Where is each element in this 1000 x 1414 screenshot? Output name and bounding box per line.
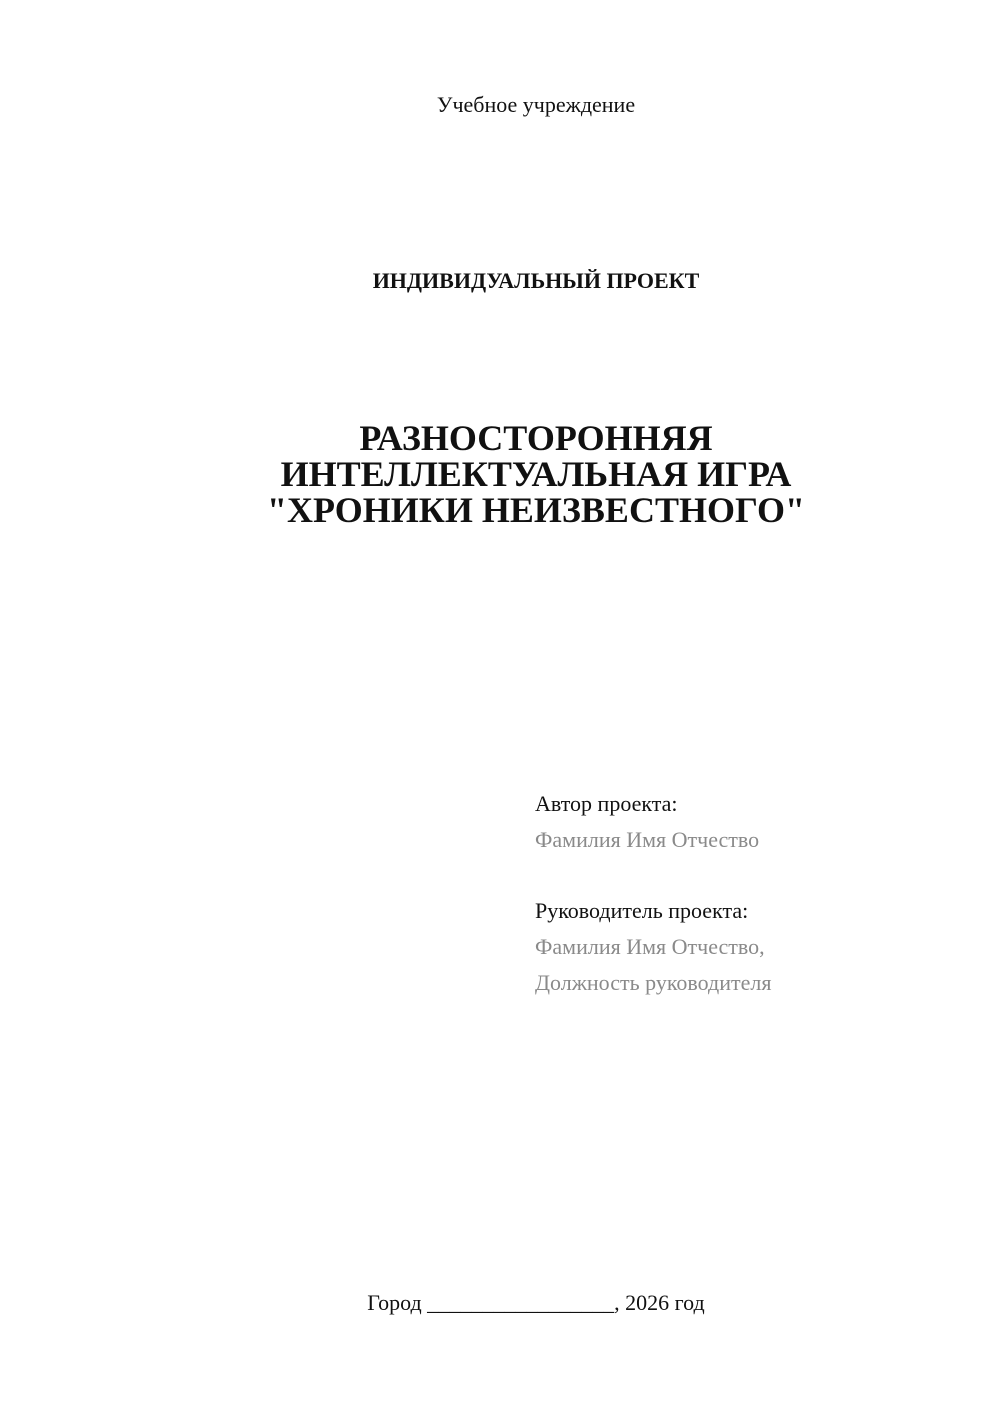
author-label: Автор проекта: — [535, 791, 678, 816]
project-title-line-3: "ХРОНИКИ НЕИЗВЕСТНОГО" — [267, 490, 805, 530]
author-block — [535, 786, 759, 858]
supervisor-name: Фамилия Имя Отчество, — [535, 934, 765, 959]
author-name: Фамилия Имя Отчество — [535, 827, 760, 852]
supervisor-label: Руководитель проекта: — [535, 898, 749, 923]
institution-name: Учебное учреждение — [436, 92, 636, 117]
document-type-heading: ИНДИВИДУАЛЬНЫЙ ПРОЕКТ — [372, 268, 700, 293]
project-title-line-2: ИНТЕЛЛЕКТУАЛЬНАЯ ИГРА — [280, 454, 792, 494]
city-year-line: Город _________________, 2026 год — [367, 1290, 705, 1315]
supervisor-position: Должность руководителя — [535, 970, 772, 995]
project-title — [0, 420, 1000, 528]
project-title-line-1: РАЗНОСТОРОННЯЯ — [359, 418, 713, 458]
supervisor-block — [535, 893, 771, 1001]
